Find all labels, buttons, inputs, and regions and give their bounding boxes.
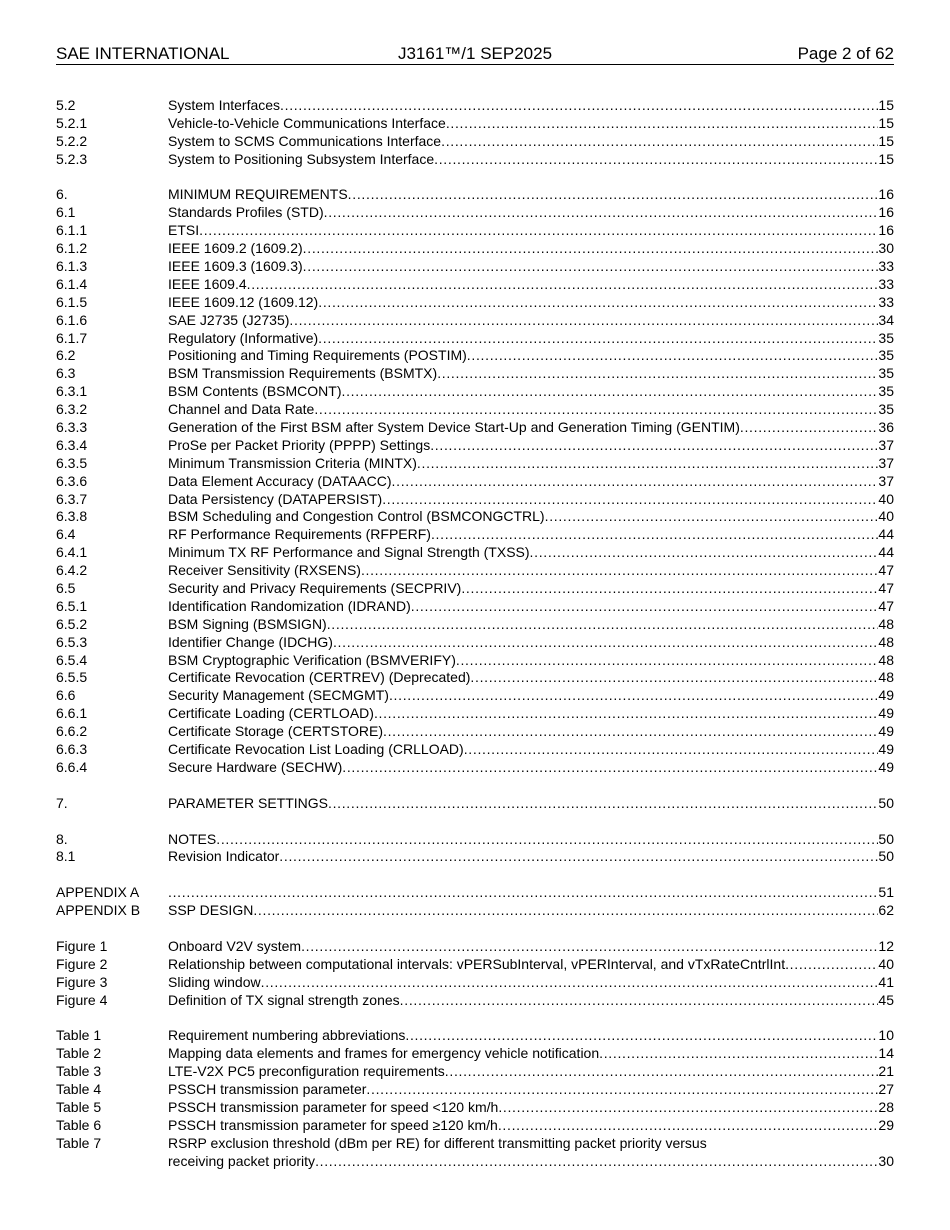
dot-leader bbox=[333, 634, 878, 652]
toc-entry-page: 27 bbox=[878, 1080, 894, 1097]
toc-entry[interactable] bbox=[56, 276, 894, 294]
toc-entry-title-continued: receiving packet priority bbox=[168, 1152, 316, 1169]
toc-group-8 bbox=[56, 831, 894, 867]
dot-leader bbox=[168, 884, 878, 902]
toc-entry-title: PSSCH transmission parameter for speed <120 km/h bbox=[168, 1098, 499, 1115]
dot-leader bbox=[441, 133, 878, 151]
toc-entry[interactable] bbox=[56, 831, 894, 849]
dot-leader bbox=[366, 1081, 878, 1099]
dot-leader bbox=[301, 938, 878, 956]
toc-entry-page: 49 bbox=[878, 723, 894, 740]
toc-entry-number: 6.3.5 bbox=[56, 454, 88, 471]
toc-entry-page: 48 bbox=[878, 615, 894, 632]
dot-leader bbox=[348, 186, 879, 204]
toc-entry-page: 15 bbox=[878, 132, 894, 149]
toc-entry-page: 47 bbox=[878, 597, 894, 614]
toc-entry[interactable] bbox=[56, 974, 894, 992]
toc-entry-number: 6.6 bbox=[56, 687, 76, 704]
toc-entry-page: 35 bbox=[878, 365, 894, 382]
toc-entry[interactable] bbox=[56, 347, 894, 365]
toc-gap bbox=[56, 169, 894, 187]
toc-entry-number: 6.5.4 bbox=[56, 651, 88, 668]
toc-entry[interactable] bbox=[56, 419, 894, 437]
toc-entry-number: 6.4 bbox=[56, 526, 76, 543]
toc-entry-page: 28 bbox=[878, 1098, 894, 1115]
toc-entry-number: Table 2 bbox=[56, 1045, 102, 1062]
dot-leader bbox=[785, 956, 878, 974]
toc-entry-title: IEEE 1609.4 bbox=[168, 275, 247, 292]
toc-entry-title: Minimum Transmission Criteria (MINTX) bbox=[168, 454, 417, 471]
dot-leader bbox=[464, 741, 879, 759]
toc-entry-number: 6.3.6 bbox=[56, 472, 88, 489]
toc-entry[interactable] bbox=[56, 956, 894, 974]
dot-leader bbox=[374, 705, 878, 723]
toc-entry-page: 12 bbox=[878, 937, 894, 954]
toc-entry[interactable] bbox=[56, 491, 894, 509]
toc-gap bbox=[56, 1009, 894, 1027]
toc-entry[interactable] bbox=[56, 455, 894, 473]
toc-entry-page: 48 bbox=[878, 633, 894, 650]
toc-entry-title: IEEE 1609.2 (1609.2) bbox=[168, 240, 303, 257]
toc-entry-title: Security and Privacy Requirements (SECPRIV) bbox=[168, 580, 462, 597]
toc-entry-title: IEEE 1609.12 (1609.12) bbox=[168, 293, 319, 310]
toc-entry-title: Identification Randomization (IDRAND) bbox=[168, 597, 411, 614]
toc-entry-title: ETSI bbox=[168, 222, 200, 239]
dot-leader bbox=[383, 723, 878, 741]
toc-gap bbox=[56, 920, 894, 938]
toc-entry-number: 6.6.4 bbox=[56, 758, 88, 775]
dot-leader bbox=[599, 1045, 878, 1063]
toc-entry[interactable] bbox=[56, 473, 894, 491]
dot-leader bbox=[498, 1099, 878, 1117]
toc-entry-title: IEEE 1609.3 (1609.3) bbox=[168, 258, 303, 274]
toc-group-5 bbox=[56, 97, 894, 169]
toc-group-7 bbox=[56, 795, 894, 813]
dot-leader bbox=[314, 401, 878, 419]
toc-entry-page: 41 bbox=[878, 973, 894, 990]
toc-entry[interactable] bbox=[56, 938, 894, 956]
toc-gap bbox=[56, 866, 894, 884]
toc-entry-number: 6.1.4 bbox=[56, 275, 88, 292]
dot-leader bbox=[446, 115, 879, 133]
toc-entry[interactable] bbox=[56, 240, 894, 258]
toc-entry-number: 6.1 bbox=[56, 204, 76, 221]
toc-entry[interactable] bbox=[56, 580, 894, 598]
toc-entry-title: Receiver Sensitivity (RXSENS) bbox=[168, 562, 361, 579]
toc-entry-number: 6.3 bbox=[56, 365, 76, 382]
toc-entry[interactable] bbox=[56, 508, 894, 526]
dot-leader bbox=[261, 974, 879, 992]
toc-entry-page: 35 bbox=[878, 347, 894, 364]
toc-entry-title: Data Persistency (DATAPERSIST) bbox=[168, 490, 383, 507]
toc-entry-title: Identifier Change (IDCHG) bbox=[168, 633, 333, 650]
toc-entry-number: Table 4 bbox=[56, 1080, 102, 1097]
toc-entry[interactable] bbox=[56, 330, 894, 348]
toc-gap bbox=[56, 777, 894, 795]
toc-entry-number: 5.2 bbox=[56, 96, 76, 113]
toc-entry-page: 33 bbox=[878, 258, 894, 274]
toc-entry-number: 5.2.3 bbox=[56, 150, 88, 167]
toc-entry-title: Sliding window bbox=[168, 973, 261, 990]
toc-entry-number: 6.5.5 bbox=[56, 669, 88, 686]
toc-entry[interactable] bbox=[56, 401, 894, 419]
toc-entry-page: 50 bbox=[878, 830, 894, 847]
toc-entry-number: 6.3.8 bbox=[56, 508, 88, 525]
toc-entry-title: Onboard V2V system bbox=[168, 937, 302, 954]
dot-leader bbox=[434, 151, 878, 169]
dot-leader bbox=[456, 652, 879, 670]
toc-entry-title: PARAMETER SETTINGS bbox=[168, 794, 328, 811]
toc-entry-number: 6. bbox=[56, 186, 68, 203]
toc-entry-page: 47 bbox=[878, 562, 894, 579]
dot-leader bbox=[216, 831, 878, 849]
toc-entry-page: 30 bbox=[878, 1152, 894, 1169]
dot-leader bbox=[467, 347, 879, 365]
dot-leader bbox=[361, 562, 878, 580]
dot-leader bbox=[530, 544, 879, 562]
dot-leader bbox=[740, 419, 879, 437]
toc-entry[interactable] bbox=[56, 186, 894, 204]
toc-entry-page: 44 bbox=[878, 526, 894, 543]
toc-entry[interactable] bbox=[56, 294, 894, 312]
toc-entry[interactable] bbox=[56, 312, 894, 330]
toc-entry-page: 49 bbox=[878, 758, 894, 775]
toc-group-figures bbox=[56, 938, 894, 1010]
toc-entry[interactable] bbox=[56, 992, 894, 1010]
toc-entry-number: Figure 2 bbox=[56, 955, 108, 972]
toc-entry-title: BSM Scheduling and Congestion Control (BSMCONGCTRL) bbox=[168, 508, 545, 525]
toc-entry-number: 6.5 bbox=[56, 580, 76, 597]
toc-entry-title: Relationship between computational intervals: vPERSubInterval, vPERInterval, and vTxRateCntrlInt bbox=[168, 955, 786, 972]
dot-leader bbox=[247, 276, 879, 294]
dot-leader bbox=[382, 491, 878, 509]
toc-entry-page: 16 bbox=[878, 186, 894, 203]
dot-leader bbox=[318, 330, 878, 348]
dot-leader bbox=[411, 598, 879, 616]
toc-entry-title: Minimum TX RF Performance and Signal Strength (TXSS) bbox=[168, 544, 530, 561]
toc-entry[interactable] bbox=[56, 133, 894, 151]
toc-entry-number: 6.3.7 bbox=[56, 490, 88, 507]
toc-entry[interactable] bbox=[56, 526, 894, 544]
toc-entry[interactable] bbox=[56, 222, 894, 240]
toc-entry-title: BSM Cryptographic Verification (BSMVERIFY) bbox=[168, 651, 456, 668]
toc-entry-page: 40 bbox=[878, 508, 894, 525]
toc-entry-line-1 bbox=[56, 1135, 894, 1153]
toc-entry-number: 6.4.1 bbox=[56, 544, 88, 561]
toc-entry-title: Definition of TX signal strength zones bbox=[168, 991, 400, 1008]
dot-leader bbox=[315, 1153, 878, 1171]
toc-entry-number: 6.6.1 bbox=[56, 705, 88, 722]
toc-entry-number: Figure 3 bbox=[56, 973, 108, 990]
dot-leader bbox=[417, 455, 879, 473]
toc-entry-page: 50 bbox=[878, 848, 894, 865]
dot-leader bbox=[470, 669, 878, 687]
toc-entry[interactable] bbox=[56, 598, 894, 616]
toc-entry-title: Data Element Accuracy (DATAACC) bbox=[168, 472, 392, 489]
toc-entry-title: NOTES bbox=[168, 830, 217, 847]
toc-entry-title: ProSe per Packet Priority (PPPP) Settings bbox=[168, 436, 431, 453]
toc-entry[interactable] bbox=[56, 1045, 894, 1063]
toc-entry-page: 62 bbox=[878, 902, 894, 919]
toc-entry[interactable] bbox=[56, 1063, 894, 1081]
toc-entry-number: 6.3.4 bbox=[56, 436, 88, 453]
toc-entry-page: 30 bbox=[878, 240, 894, 257]
toc-entry[interactable] bbox=[56, 848, 894, 866]
dot-leader bbox=[392, 473, 879, 491]
toc-entry-page: 36 bbox=[878, 419, 894, 436]
toc-entry-title: Certificate Loading (CERTLOAD) bbox=[168, 705, 374, 722]
header-document-id: J3161™/1 SEP2025 bbox=[397, 44, 553, 63]
toc-entry-number: 6.6.3 bbox=[56, 741, 88, 758]
toc-entry-title: BSM Transmission Requirements (BSMTX) bbox=[168, 365, 438, 382]
toc-entry-title: RF Performance Requirements (RFPERF) bbox=[168, 526, 431, 543]
toc-entry[interactable] bbox=[56, 705, 894, 723]
toc-entry-number: Table 5 bbox=[56, 1098, 102, 1115]
dot-leader bbox=[318, 294, 878, 312]
toc-entry-number: APPENDIX A bbox=[56, 884, 140, 901]
toc-entry-number: 8.1 bbox=[56, 848, 76, 865]
toc-entry-title: Requirement numbering abbreviations bbox=[168, 1027, 406, 1044]
toc-entry-number: 6.1.2 bbox=[56, 240, 88, 257]
toc-entry[interactable] bbox=[56, 652, 894, 670]
toc-group-6 bbox=[56, 186, 894, 776]
toc-entry[interactable] bbox=[56, 670, 894, 688]
toc-entry-page: 16 bbox=[878, 222, 894, 239]
toc-entry-page: 51 bbox=[878, 884, 894, 901]
toc-entry-page: 37 bbox=[878, 436, 894, 453]
toc-entry-number: 8. bbox=[56, 830, 68, 847]
toc-entry-title: System Interfaces bbox=[168, 96, 281, 113]
toc-entry-title: Generation of the First BSM after System Device Start-Up and Generation Timing (GENTIM) bbox=[168, 419, 740, 436]
toc-entry-title: SSP DESIGN bbox=[168, 902, 254, 919]
toc-entry[interactable] bbox=[56, 616, 894, 634]
toc-entry-title: System to Positioning Subsystem Interface bbox=[168, 150, 435, 167]
dot-leader bbox=[445, 1063, 879, 1081]
dot-leader bbox=[280, 97, 878, 115]
toc-entry-number: Table 3 bbox=[56, 1063, 102, 1080]
toc-entry-number: 5.2.1 bbox=[56, 114, 88, 131]
toc-entry-page: 47 bbox=[878, 580, 894, 597]
dot-leader bbox=[328, 795, 878, 813]
toc-entry[interactable] bbox=[56, 795, 894, 813]
toc-entry-title: Certificate Storage (CERTSTORE) bbox=[168, 723, 383, 740]
dot-leader bbox=[389, 687, 878, 705]
toc-entry-title: BSM Contents (BSMCONT) bbox=[168, 383, 342, 400]
toc-entry-page: 40 bbox=[878, 955, 894, 972]
toc-entry[interactable] bbox=[56, 759, 894, 777]
toc-entry-number: 6.3.3 bbox=[56, 419, 88, 436]
dot-leader bbox=[327, 616, 879, 634]
toc-entry-page: 50 bbox=[878, 794, 894, 811]
toc-entry[interactable] bbox=[56, 741, 894, 759]
toc-entry[interactable] bbox=[56, 1117, 894, 1135]
dot-leader bbox=[342, 759, 878, 777]
toc-entry-page: 29 bbox=[878, 1116, 894, 1133]
toc-entry-title: Secure Hardware (SECHW) bbox=[168, 758, 343, 775]
toc-entry[interactable] bbox=[56, 1027, 894, 1045]
toc-entry-number: Figure 1 bbox=[56, 937, 108, 954]
header-page-number: Page 2 of 62 bbox=[797, 44, 894, 63]
toc-entry-page: 10 bbox=[878, 1027, 894, 1044]
toc-entry-page: 48 bbox=[878, 669, 894, 686]
toc-entry-page: 49 bbox=[878, 741, 894, 758]
toc-entry[interactable] bbox=[56, 115, 894, 133]
toc-entry-page: 37 bbox=[878, 454, 894, 471]
toc-entry-page: 15 bbox=[878, 96, 894, 113]
toc-entry-number: 6.4.2 bbox=[56, 562, 88, 579]
toc-entry-page: 34 bbox=[878, 311, 894, 328]
toc-entry-table-7[interactable] bbox=[56, 1135, 894, 1171]
toc-entry-number: 7. bbox=[56, 794, 68, 811]
toc-gap bbox=[56, 813, 894, 831]
toc-entry[interactable] bbox=[56, 97, 894, 115]
toc-entry-page: 35 bbox=[878, 329, 894, 346]
toc-entry-page: 40 bbox=[878, 490, 894, 507]
toc-entry-title: SAE J2735 (J2735) bbox=[168, 311, 290, 328]
table-of-contents bbox=[56, 97, 894, 1170]
dot-leader bbox=[341, 383, 878, 401]
toc-entry[interactable] bbox=[56, 544, 894, 562]
toc-entry[interactable] bbox=[56, 884, 894, 902]
dot-leader bbox=[545, 508, 879, 526]
toc-entry[interactable] bbox=[56, 723, 894, 741]
toc-entry[interactable] bbox=[56, 1081, 894, 1099]
toc-entry-title: LTE-V2X PC5 preconfiguration requirements bbox=[168, 1063, 445, 1080]
toc-entry[interactable] bbox=[56, 437, 894, 455]
toc-entry-page: 21 bbox=[878, 1063, 894, 1080]
toc-entry-number: 5.2.2 bbox=[56, 132, 88, 149]
toc-entry-title: Vehicle-to-Vehicle Communications Interface bbox=[168, 114, 446, 131]
dot-leader bbox=[431, 526, 878, 544]
toc-entry-title: System to SCMS Communications Interface bbox=[168, 132, 442, 149]
toc-entry-number: 6.5.3 bbox=[56, 633, 88, 650]
toc-entry-title: Revision Indicator bbox=[168, 848, 280, 865]
dot-leader bbox=[279, 848, 878, 866]
toc-entry-title: Standards Profiles (STD) bbox=[168, 204, 324, 221]
toc-entry-page: 33 bbox=[878, 275, 894, 292]
toc-entry-number: 6.5.2 bbox=[56, 615, 88, 632]
page-header bbox=[56, 44, 894, 65]
toc-entry-title: Positioning and Timing Requirements (POSTIM) bbox=[168, 347, 467, 364]
toc-entry-page: 49 bbox=[878, 705, 894, 722]
dot-leader bbox=[253, 902, 878, 920]
toc-entry-page: 16 bbox=[878, 204, 894, 221]
toc-group-appendix bbox=[56, 884, 894, 920]
dot-leader bbox=[199, 222, 878, 240]
toc-entry[interactable] bbox=[56, 687, 894, 705]
toc-entry-title: Channel and Data Rate bbox=[168, 401, 315, 418]
toc-entry[interactable] bbox=[56, 365, 894, 383]
toc-entry-title: Security Management (SECMGMT) bbox=[168, 687, 389, 704]
toc-entry-page: 14 bbox=[878, 1045, 894, 1062]
toc-entry-page: 45 bbox=[878, 991, 894, 1008]
toc-entry-page: 15 bbox=[878, 150, 894, 167]
toc-entry-title: Mapping data elements and frames for emergency vehicle notification bbox=[168, 1045, 600, 1062]
dot-leader bbox=[289, 312, 878, 330]
toc-entry-number: 6.1.7 bbox=[56, 329, 88, 346]
toc-entry-number: Figure 4 bbox=[56, 991, 108, 1008]
toc-entry-page: 35 bbox=[878, 383, 894, 400]
toc-entry[interactable] bbox=[56, 258, 894, 276]
toc-entry[interactable] bbox=[56, 902, 894, 920]
toc-entry-title: RSRP exclusion threshold (dBm per RE) for different transmitting packet priority versus bbox=[168, 1134, 707, 1151]
toc-entry-title: PSSCH transmission parameter bbox=[168, 1080, 367, 1097]
toc-entry-number: 6.3.1 bbox=[56, 383, 88, 400]
toc-entry-number: Table 6 bbox=[56, 1116, 102, 1133]
toc-entry[interactable] bbox=[56, 634, 894, 652]
toc-entry-number: 6.6.2 bbox=[56, 723, 88, 740]
toc-entry-number: 6.5.1 bbox=[56, 597, 88, 614]
toc-entry[interactable] bbox=[56, 383, 894, 401]
toc-entry-line-2 bbox=[56, 1153, 894, 1171]
toc-entry-number: Table 1 bbox=[56, 1027, 102, 1044]
toc-entry-page: 44 bbox=[878, 544, 894, 561]
dot-leader bbox=[461, 580, 878, 598]
toc-entry-number: 6.3.2 bbox=[56, 401, 88, 418]
toc-entry[interactable] bbox=[56, 151, 894, 169]
toc-entry[interactable] bbox=[56, 204, 894, 222]
toc-entry-number: APPENDIX B bbox=[56, 902, 141, 919]
dot-leader bbox=[405, 1027, 878, 1045]
toc-entry-number: 6.1.5 bbox=[56, 293, 88, 310]
dot-leader bbox=[324, 204, 879, 222]
dot-leader bbox=[430, 437, 878, 455]
toc-entry-page: 15 bbox=[878, 114, 894, 131]
toc-entry-title: Certificate Revocation List Loading (CRLLOAD) bbox=[168, 741, 464, 758]
toc-entry-number: 6.1.1 bbox=[56, 222, 88, 239]
toc-entry-title: MINIMUM REQUIREMENTS bbox=[168, 186, 348, 203]
toc-entry-title: Regulatory (Informative) bbox=[168, 329, 319, 346]
toc-entry-title: BSM Signing (BSMSIGN) bbox=[168, 615, 327, 632]
toc-entry-title: Certificate Revocation (CERTREV) (Deprecated) bbox=[168, 669, 471, 686]
dot-leader bbox=[498, 1117, 879, 1135]
toc-entry[interactable] bbox=[56, 1099, 894, 1117]
toc-entry-page: 48 bbox=[878, 651, 894, 668]
toc-entry-number: 6.2 bbox=[56, 347, 76, 364]
dot-leader bbox=[437, 365, 878, 383]
toc-entry-title: PSSCH transmission parameter for speed ≥120 km/h bbox=[168, 1116, 498, 1133]
toc-entry-page: 49 bbox=[878, 687, 894, 704]
header-publisher: SAE INTERNATIONAL bbox=[56, 44, 230, 63]
toc-group-tables bbox=[56, 1027, 894, 1134]
dot-leader bbox=[303, 258, 879, 276]
toc-entry-number: 6.1.3 bbox=[56, 258, 88, 274]
toc-entry-number: Table 7 bbox=[56, 1134, 102, 1151]
dot-leader bbox=[400, 992, 879, 1010]
toc-entry[interactable] bbox=[56, 562, 894, 580]
toc-entry-number: 6.1.6 bbox=[56, 311, 88, 328]
toc-entry-page: 35 bbox=[878, 401, 894, 418]
toc-entry-page: 37 bbox=[878, 472, 894, 489]
toc-entry-page: 33 bbox=[878, 293, 894, 310]
dot-leader bbox=[303, 240, 879, 258]
